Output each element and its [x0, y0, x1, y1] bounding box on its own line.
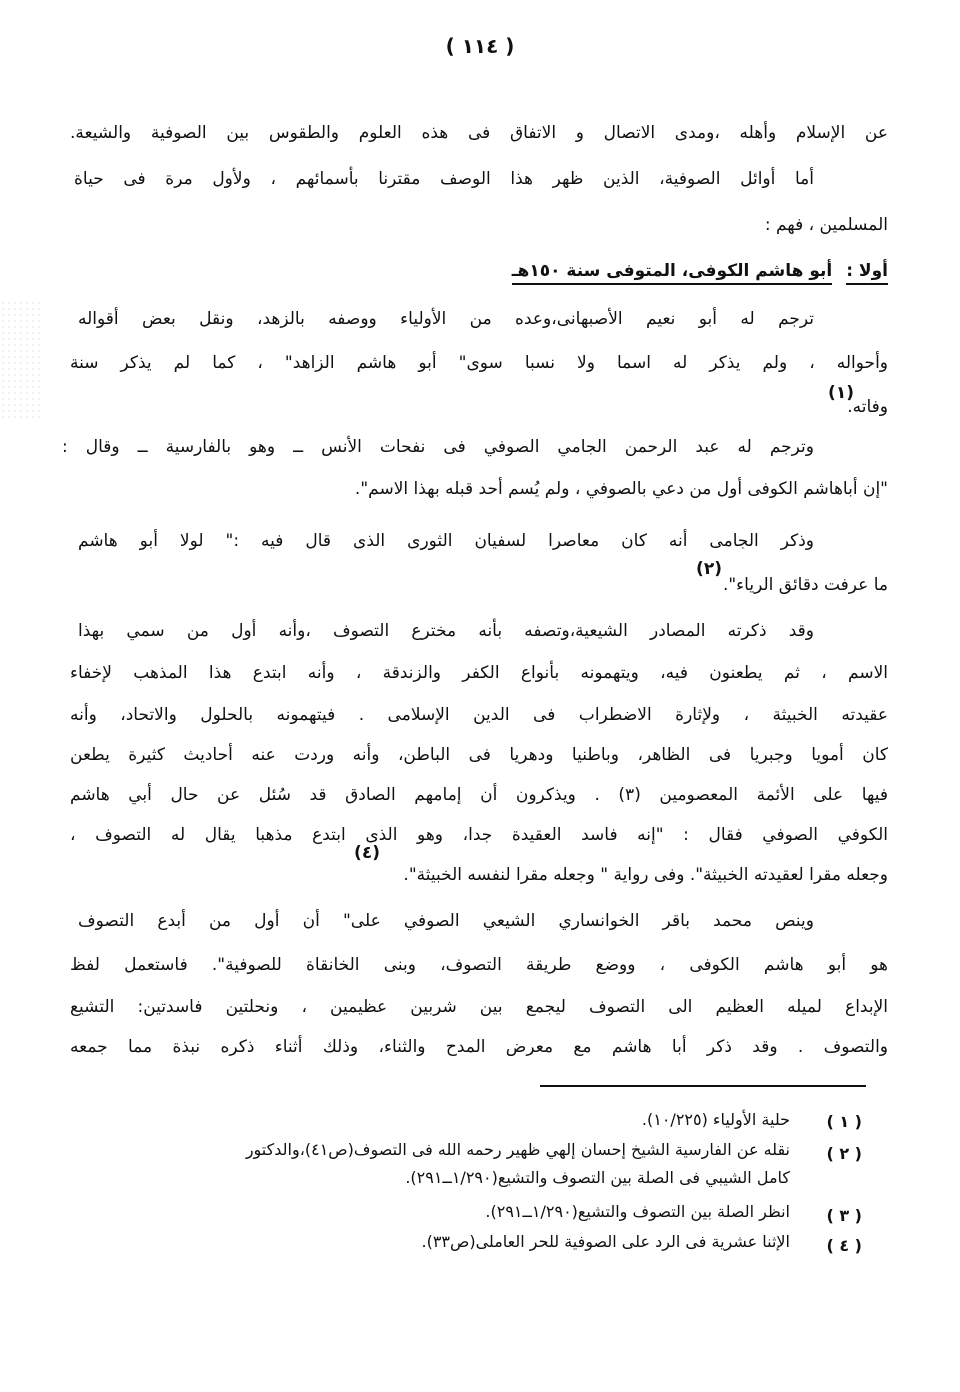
page-number: ( ١١٤ ): [445, 34, 515, 58]
footnote-text: انظر الصلة بين التصوف والتشيع(١/٢٩٠ــ٢٩١).: [485, 1202, 790, 1221]
footnote-number: ( ٤ ): [826, 1236, 862, 1255]
footnote-text: حلية الأولياء (١٠/٢٢٥).: [641, 1110, 790, 1129]
paragraph-line: هو أبو هاشم الكوفى ، ووضع طريقة التصوف، وبنى الخانقاة للصوفية". فاستعمل لفظ: [70, 955, 888, 975]
footnote-text-continued: كامل الشيبي فى الصلة بين التصوف والتشيع(١/٢٩٠ــ٢٩١).: [405, 1168, 790, 1187]
paragraph-line: وينص محمد باقر الخوانساري الشيعي الصوفي على" أن أول من أبدع التصوف: [78, 911, 814, 931]
paragraph-line: الاسم ، ثم يطعنون فيه، ويتهمونه بأنواع الكفر والزندقة ، وأنه ابتدع هذا المذهب لإخفاء: [70, 663, 888, 683]
paragraph-line: الإبداع لميله العظيم الى التصوف ليجمع بين شربين عظيمين ، ونحلتين فاسدتين: التشيع: [70, 997, 888, 1017]
footnote-number: ( ١ ): [826, 1112, 862, 1131]
paragraph-line: وترجم له عبد الرحمن الجامي الصوفي فى نفحات الأنس ــ وهو بالفارسية ــ وقال :: [62, 437, 814, 457]
footnote-ref-4: (٤): [354, 843, 380, 863]
footnote-number: ( ٢ ): [826, 1144, 862, 1163]
paragraph-line: عقيدته الخبيثة ، ولإثارة الاضطراب فى الدين الإسلامى . فيتهمونه بالحلول والاتحاد، وأنه: [70, 705, 888, 725]
heading-label: أولا :: [846, 261, 888, 285]
paragraph-line: وجعله مقرا لعقيدته الخبيثة". وفى رواية " وجعله مقرا لنفسه الخبيثة".: [403, 865, 888, 885]
paragraph-line: والتصوف . وقد ذكر أبا هاشم مع معرض المدح والثناء، وذلك أثناء ذكره نبذة مما جمعه: [70, 1037, 888, 1057]
paragraph-line: المسلمين ، فهم :: [764, 215, 888, 235]
paragraph-line: أما أوائل الصوفية، الذين ظهر هذا الوصف مقترنا بأسمائهم ، ولأول مرة فى حياة: [74, 169, 814, 189]
paragraph-line: كان أمويا وجبريا فى الظاهر، وباطنيا ودهريا فى الباطن، وأنه وردت عنه أحاديث كثيرة يطعن: [70, 745, 888, 765]
paragraph-line: وذكر الجامى أنه كان معاصرا لسفيان الثورى الذى قال فيه :" لولا أبو هاشم: [78, 531, 814, 551]
paragraph-line: وقد ذكرته المصادر الشيعية،وتصفه بأنه مخترع التصوف ،وأنه أول من سمي بهذا: [78, 621, 814, 641]
footnote-text: نقله عن الفارسية الشيخ إحسان إلهي ظهير رحمه الله فى التصوف(ص٤١)،والدكتور: [245, 1140, 790, 1159]
paragraph-line: ما عرفت دقائق الرياء".: [722, 575, 888, 595]
paragraph-line: الكوفي الصوفي فقال : "إنه فاسد العقيدة جدا، وهو الذى ابتدع مذهبا يقال له التصوف ،: [70, 825, 888, 845]
footnote-ref-2: (٢): [696, 559, 722, 579]
paragraph-line: فيها على الأئمة المعصومين (٣) . ويذكرون أن إمامهم الصادق قد سُئل عن حال أبي هاشم: [70, 785, 888, 805]
paragraph-line: ترجم له أبو نعيم الأصبهانى،وعده من الأولياء ووصفه بالزهد، ونقل بعض أقواله: [78, 309, 814, 329]
paragraph-line: وفاته.: [847, 397, 888, 417]
paragraph-line: وأحواله ، ولم يذكر له اسما ولا نسبا سوى" أبو هاشم الزاهد" ، كما لم يذكر سنة: [70, 353, 888, 373]
paragraph-line: عن الإسلام وأهله ،ومدى الاتصال و الاتفاق فى هذه العلوم والطقوس بين الصوفية والشيعة.: [70, 123, 888, 143]
footnote-text: الإثنا عشرية فى الرد على الصوفية للحر العاملى(ص٣٣).: [421, 1232, 790, 1251]
footnote-number: ( ٣ ): [826, 1206, 862, 1225]
paragraph-line: "إن أباهاشم الكوفى أول من دعي بالصوفي ، ولم يُسم أحد قبله بهذا الاسم".: [354, 479, 888, 499]
footnote-ref-1: (١): [828, 383, 854, 403]
scan-noise: [0, 300, 40, 420]
footnote-divider: [540, 1085, 866, 1087]
heading-title: أبو هاشم الكوفى، المتوفى سنة ١٥٠هـ: [512, 261, 832, 285]
section-heading: [512, 258, 888, 284]
